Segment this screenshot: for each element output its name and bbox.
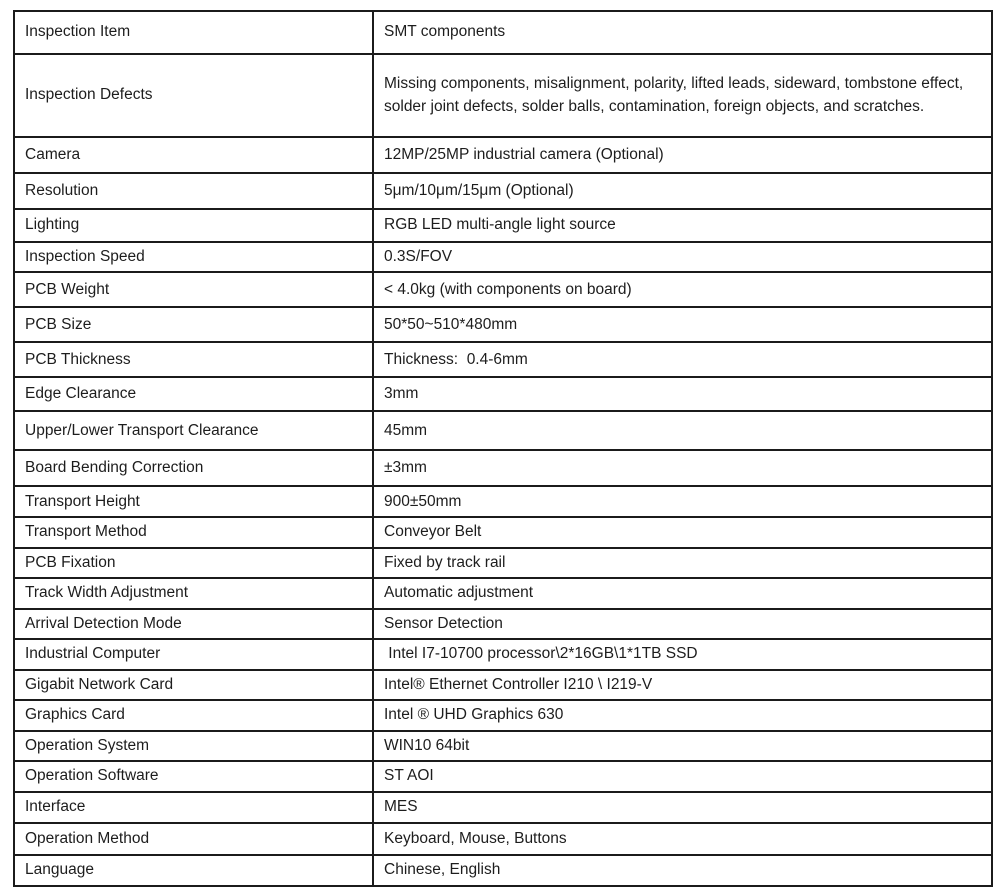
spec-label: PCB Thickness bbox=[14, 342, 373, 377]
spec-value: Intel I7-10700 processor\2*16GB\1*1TB SSD bbox=[373, 639, 992, 669]
spec-label: Resolution bbox=[14, 173, 373, 209]
spec-label: PCB Size bbox=[14, 307, 373, 342]
spec-value: ±3mm bbox=[373, 450, 992, 486]
table-row bbox=[14, 377, 992, 411]
spec-table-body bbox=[14, 11, 992, 886]
spec-label: Inspection Defects bbox=[14, 54, 373, 137]
spec-value: 45mm bbox=[373, 411, 992, 450]
table-row bbox=[14, 517, 992, 547]
spec-value: RGB LED multi-angle light source bbox=[373, 209, 992, 242]
table-row bbox=[14, 670, 992, 700]
spec-label: Arrival Detection Mode bbox=[14, 609, 373, 639]
spec-value: 50*50~510*480mm bbox=[373, 307, 992, 342]
table-row bbox=[14, 792, 992, 823]
spec-label: PCB Fixation bbox=[14, 548, 373, 578]
spec-value: MES bbox=[373, 792, 992, 823]
table-row bbox=[14, 307, 992, 342]
spec-label: Inspection Item bbox=[14, 11, 373, 54]
spec-table-container bbox=[13, 10, 993, 887]
spec-value: Fixed by track rail bbox=[373, 548, 992, 578]
spec-label: Interface bbox=[14, 792, 373, 823]
spec-label: Language bbox=[14, 855, 373, 885]
table-row bbox=[14, 639, 992, 669]
spec-label: Operation Software bbox=[14, 761, 373, 792]
table-row bbox=[14, 209, 992, 242]
table-row bbox=[14, 11, 992, 54]
spec-label: Operation Method bbox=[14, 823, 373, 855]
table-row bbox=[14, 342, 992, 377]
spec-value: Sensor Detection bbox=[373, 609, 992, 639]
table-row bbox=[14, 609, 992, 639]
spec-label: Upper/Lower Transport Clearance bbox=[14, 411, 373, 450]
spec-label: Camera bbox=[14, 137, 373, 173]
spec-value: 3mm bbox=[373, 377, 992, 411]
spec-label: Board Bending Correction bbox=[14, 450, 373, 486]
spec-value: 900±50mm bbox=[373, 486, 992, 517]
spec-label: Lighting bbox=[14, 209, 373, 242]
spec-label: Track Width Adjustment bbox=[14, 578, 373, 608]
table-row bbox=[14, 731, 992, 761]
spec-label: PCB Weight bbox=[14, 272, 373, 307]
spec-value: Conveyor Belt bbox=[373, 517, 992, 547]
spec-value: Intel ® UHD Graphics 630 bbox=[373, 700, 992, 730]
spec-label: Inspection Speed bbox=[14, 242, 373, 272]
spec-value: < 4.0kg (with components on board) bbox=[373, 272, 992, 307]
spec-label: Operation System bbox=[14, 731, 373, 761]
table-row bbox=[14, 54, 992, 137]
spec-value: SMT components bbox=[373, 11, 992, 54]
spec-value: Keyboard, Mouse, Buttons bbox=[373, 823, 992, 855]
table-row bbox=[14, 137, 992, 173]
spec-value: ST AOI bbox=[373, 761, 992, 792]
table-row bbox=[14, 578, 992, 608]
spec-value: 0.3S/FOV bbox=[373, 242, 992, 272]
table-row bbox=[14, 411, 992, 450]
spec-value: Missing components, misalignment, polarity, lifted leads, sideward, tombstone effect, solder joint defects, solder balls, contamination, foreign objects, and scratches. bbox=[373, 54, 992, 137]
spec-label: Edge Clearance bbox=[14, 377, 373, 411]
spec-value: Intel® Ethernet Controller I210 \ I219-V bbox=[373, 670, 992, 700]
spec-label: Industrial Computer bbox=[14, 639, 373, 669]
table-row bbox=[14, 761, 992, 792]
spec-value: 12MP/25MP industrial camera (Optional) bbox=[373, 137, 992, 173]
table-row bbox=[14, 242, 992, 272]
spec-value: 5μm/10μm/15μm (Optional) bbox=[373, 173, 992, 209]
table-row bbox=[14, 700, 992, 730]
table-row bbox=[14, 823, 992, 855]
spec-label: Transport Height bbox=[14, 486, 373, 517]
table-row bbox=[14, 486, 992, 517]
spec-value: Chinese, English bbox=[373, 855, 992, 885]
spec-value: Automatic adjustment bbox=[373, 578, 992, 608]
spec-label: Gigabit Network Card bbox=[14, 670, 373, 700]
spec-value: WIN10 64bit bbox=[373, 731, 992, 761]
spec-label: Graphics Card bbox=[14, 700, 373, 730]
spec-label: Transport Method bbox=[14, 517, 373, 547]
table-row bbox=[14, 173, 992, 209]
table-row bbox=[14, 855, 992, 885]
spec-value: Thickness: 0.4-6mm bbox=[373, 342, 992, 377]
table-row bbox=[14, 272, 992, 307]
table-row bbox=[14, 548, 992, 578]
table-row bbox=[14, 450, 992, 486]
spec-table bbox=[13, 10, 993, 887]
